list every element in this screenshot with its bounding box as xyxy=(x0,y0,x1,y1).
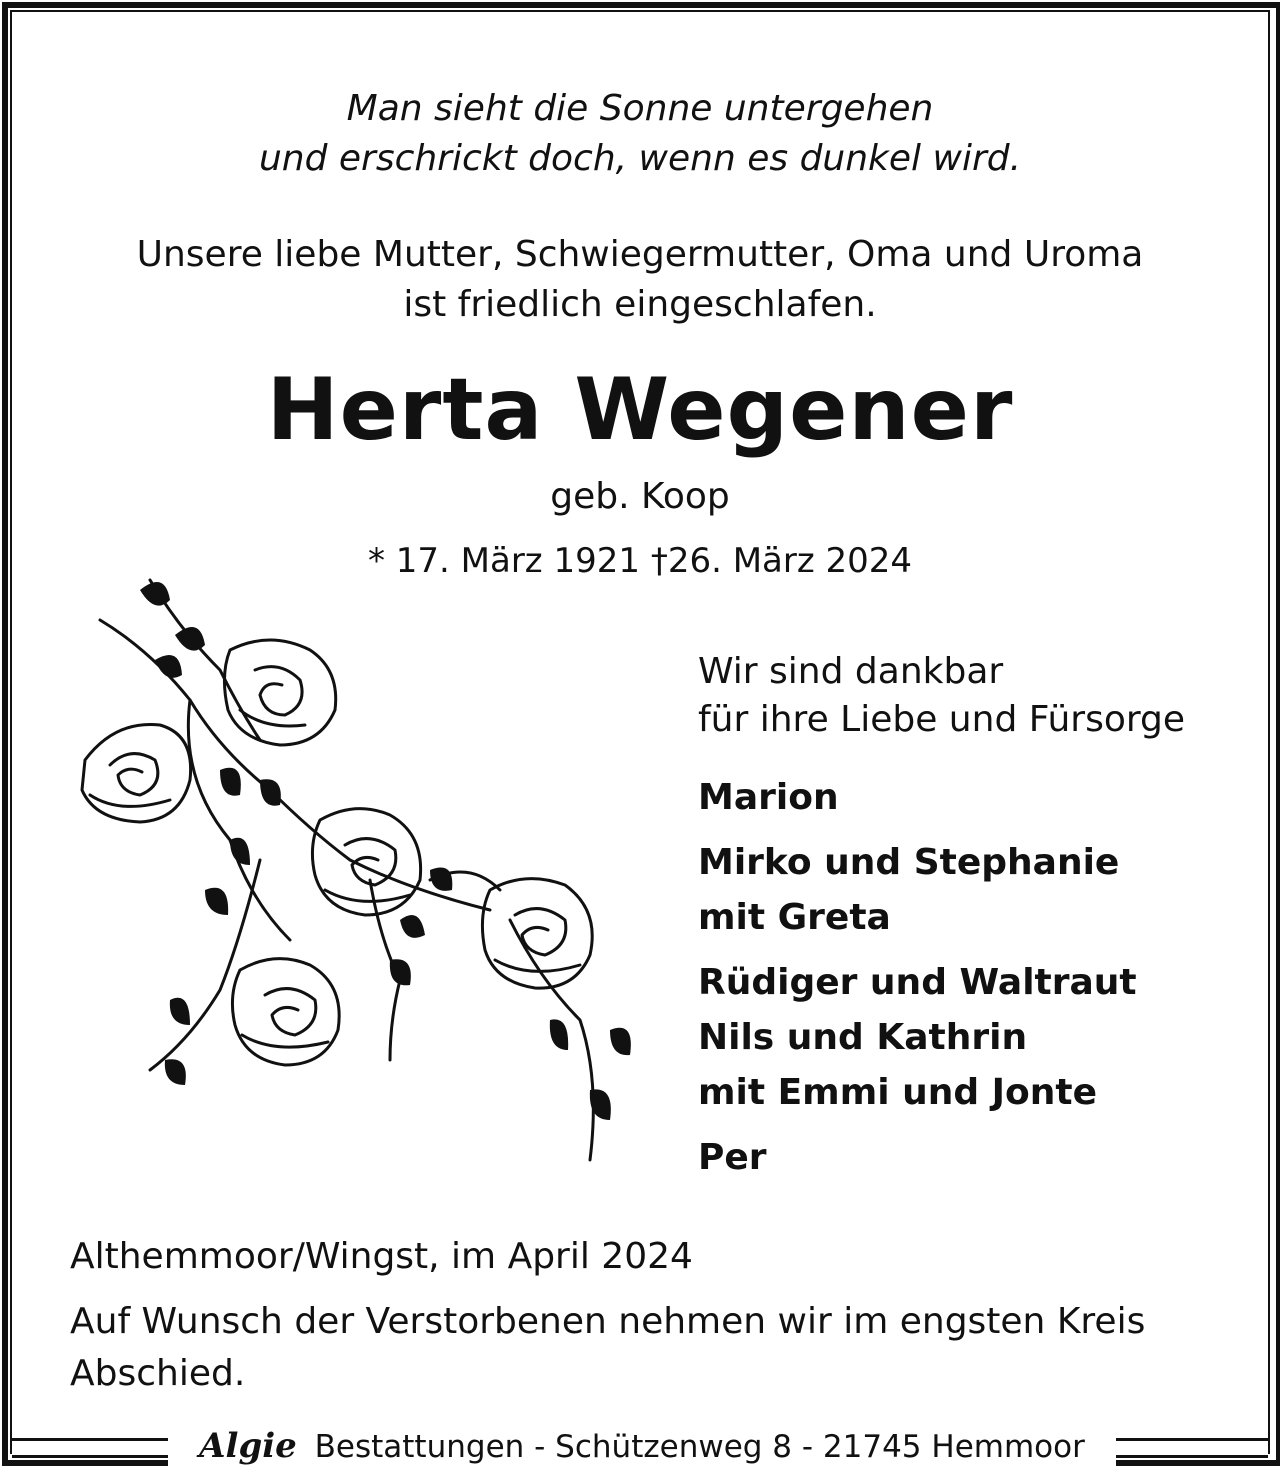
footer-rule-left xyxy=(12,1438,168,1458)
family-list xyxy=(698,770,1137,1185)
birth-date: * 17. März 1921 xyxy=(367,541,640,581)
family-member: Nils und Kathrin xyxy=(698,1017,1028,1058)
birth-name: geb. Koop xyxy=(550,476,730,517)
quote-line-1: Man sieht die Sonne untergehen xyxy=(346,88,934,129)
funeral-home-footer xyxy=(168,1424,1116,1469)
death-date: †26. März 2024 xyxy=(650,541,913,581)
rose-branch-icon xyxy=(70,560,670,1180)
family-member: mit Emmi und Jonte xyxy=(698,1072,1098,1113)
funeral-wish: Auf Wunsch der Verstorbenen nehmen wir im engsten Kreis Abschied. xyxy=(70,1301,1146,1394)
funeral-home-address: Bestattungen - Schützenweg 8 - 21745 Hemmoor xyxy=(314,1429,1085,1465)
thanks-text xyxy=(698,648,1185,744)
family-member: mit Greta xyxy=(698,897,891,938)
footer-rule-right xyxy=(1116,1438,1268,1458)
intro-text xyxy=(0,230,1280,330)
thanks-line-1: Wir sind dankbar xyxy=(698,651,1004,692)
family-member: Mirko und Stephanie xyxy=(698,842,1120,883)
quote xyxy=(0,84,1280,184)
family-member: Marion xyxy=(698,777,839,818)
quote-line-2: und erschrickt doch, wenn es dunkel wird. xyxy=(258,138,1022,179)
intro-line-1: Unsere liebe Mutter, Schwiegermutter, Oma und Uroma xyxy=(136,234,1144,275)
family-member: Per xyxy=(698,1137,767,1178)
intro-line-2: ist friedlich eingeschlafen. xyxy=(403,284,877,325)
deceased-name: Herta Wegener xyxy=(266,360,1014,460)
family-member: Rüdiger und Waltraut xyxy=(698,962,1137,1003)
funeral-home-logo: Algie xyxy=(199,1426,297,1466)
thanks-line-2: für ihre Liebe und Fürsorge xyxy=(698,699,1186,740)
place-date: Althemmoor/Wingst, im April 2024 xyxy=(70,1236,693,1277)
